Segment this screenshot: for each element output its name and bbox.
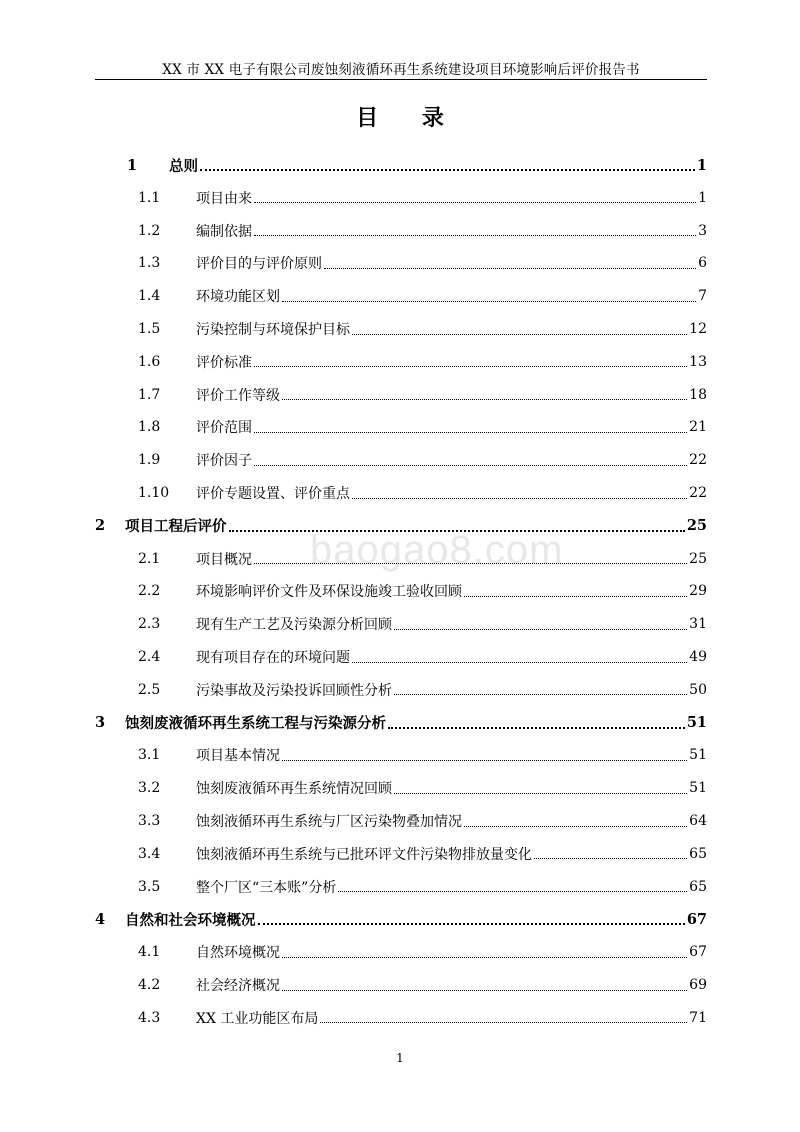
- toc-entry-number: 1.9: [138, 452, 161, 469]
- toc-entry-number: 1.3: [138, 255, 161, 272]
- toc-entry-title: 现有生产工艺及污染源分析回顾: [196, 617, 392, 634]
- toc-entry[interactable]: [138, 842, 707, 866]
- toc-entry-title: 评价范围: [196, 420, 252, 437]
- toc-entry[interactable]: [138, 743, 707, 767]
- dot-leader: [352, 648, 687, 663]
- toc-entry-number: 1.6: [138, 353, 161, 370]
- toc-entry-number: 1.10: [138, 485, 170, 501]
- toc-entry[interactable]: [138, 284, 707, 308]
- toc-entry-title: 蚀刻废液循环再生系统工程与污染源分析: [125, 715, 386, 733]
- toc-entry-title: 评价标准: [196, 354, 252, 371]
- toc-entry-number: 3.1: [138, 747, 161, 764]
- toc-entry-title: 污染事故及污染投诉回顾性分析: [196, 682, 392, 699]
- dot-leader: [254, 221, 696, 236]
- toc-entry-number: 4.3: [138, 1009, 161, 1026]
- toc-entry-title: 评价专题设置、评价重点: [196, 486, 350, 502]
- toc-entry-number: 1.8: [138, 419, 161, 436]
- toc-entry-number: 2: [95, 517, 106, 535]
- dot-leader: [282, 385, 687, 400]
- page-number: 1: [396, 1051, 404, 1065]
- toc-entry-page: 69: [689, 977, 707, 993]
- toc-entry-number: 1.1: [138, 189, 161, 206]
- toc-entry-title: 环境影响评价文件及环保设施竣工验收回顾: [196, 584, 462, 601]
- toc-entry-page: 65: [689, 845, 707, 862]
- toc-entry-number: 2.3: [138, 616, 161, 633]
- toc-entry[interactable]: [138, 875, 707, 899]
- toc-entry-page: 22: [689, 485, 707, 501]
- toc-entry[interactable]: [138, 547, 707, 571]
- toc-entry[interactable]: [138, 645, 707, 669]
- dot-leader: [338, 877, 687, 892]
- toc-entry[interactable]: [95, 514, 707, 538]
- toc-entry-title: 污染控制与环境保护目标: [196, 322, 350, 338]
- dot-leader: [464, 582, 687, 597]
- toc-entry-number: 4.1: [138, 944, 161, 961]
- dot-leader: [320, 1008, 687, 1023]
- toc-entry-number: 1.4: [138, 288, 161, 305]
- dot-leader: [324, 254, 696, 269]
- toc-entry-number: 2.4: [138, 649, 161, 665]
- toc-entry[interactable]: [138, 940, 707, 964]
- toc-entry[interactable]: [95, 711, 707, 735]
- toc-entry-number: 4.2: [138, 977, 161, 993]
- toc-entry-number: 1: [127, 156, 138, 174]
- toc-entry[interactable]: [138, 809, 707, 833]
- toc-title: 目 录: [356, 105, 462, 131]
- watermark: baogao8.com: [310, 528, 564, 572]
- toc-entry[interactable]: [138, 973, 707, 997]
- toc-entry[interactable]: [95, 907, 707, 931]
- toc-entry-page: 6: [698, 255, 707, 272]
- dot-leader: [282, 943, 687, 958]
- toc-entry-page: 1: [698, 189, 707, 206]
- toc-entry-number: 1.2: [138, 222, 161, 239]
- toc-entry-number: 3.4: [138, 845, 161, 862]
- toc-entry-page: 21: [689, 419, 707, 436]
- dot-leader: [229, 516, 685, 532]
- toc-entry[interactable]: [138, 448, 707, 472]
- dot-leader: [352, 320, 687, 335]
- toc-entry[interactable]: [127, 153, 707, 177]
- toc-entry-page: 67: [686, 910, 707, 928]
- dot-leader: [254, 188, 696, 203]
- toc-entry-title: 项目由来: [196, 190, 252, 207]
- toc-entry-page: 3: [698, 222, 707, 239]
- toc-entry-number: 2.2: [138, 583, 161, 600]
- toc-entry-number: 1.5: [138, 321, 161, 337]
- toc-entry-page: 18: [689, 386, 707, 403]
- toc-entry[interactable]: [138, 776, 707, 800]
- dot-leader: [388, 713, 685, 729]
- toc-entry[interactable]: [138, 186, 707, 210]
- dot-leader: [282, 976, 687, 991]
- toc-entry-title: 评价工作等级: [196, 387, 280, 404]
- toc-entry-title: 蚀刻液循环再生系统与已批环评文件污染物排放量变化: [196, 846, 532, 863]
- toc-entry-page: 13: [689, 353, 707, 370]
- toc-entry-number: 3.2: [138, 780, 161, 797]
- running-header: XX 市 XX 电子有限公司废蚀刻液循环再生系统建设项目环境影响后评价报告书: [162, 62, 640, 78]
- toc-entry-title: 自然和社会环境概况: [125, 911, 256, 929]
- toc-entry-page: 50: [689, 681, 707, 698]
- dot-leader: [352, 484, 687, 499]
- toc-entry-page: 71: [689, 1009, 707, 1026]
- toc-entry-number: 2.1: [138, 550, 161, 567]
- toc-entry[interactable]: [138, 317, 707, 341]
- dot-leader: [534, 844, 687, 859]
- toc-entry-number: 1.7: [138, 386, 161, 403]
- toc-entry[interactable]: [138, 579, 707, 603]
- header-rule: [95, 79, 707, 80]
- toc-entry-title: 评价目的与评价原则: [196, 256, 322, 273]
- toc-entry-page: 7: [698, 288, 707, 305]
- toc-entry[interactable]: [138, 678, 707, 702]
- dot-leader: [254, 549, 687, 564]
- toc-entry-page: 12: [689, 321, 707, 337]
- dot-leader: [394, 680, 687, 695]
- toc-entry-title: 编制依据: [196, 223, 252, 240]
- toc-entry-page: 49: [689, 649, 707, 665]
- toc-entry-page: 25: [689, 550, 707, 567]
- toc-entry-title: 自然环境概况: [196, 945, 280, 962]
- dot-leader: [464, 812, 687, 827]
- toc-entry[interactable]: [138, 219, 707, 243]
- toc-entry-page: 29: [689, 583, 707, 600]
- toc-entry-page: 1: [696, 156, 707, 174]
- toc-entry-page: 51: [686, 714, 707, 732]
- dot-leader: [282, 287, 696, 302]
- dot-leader: [282, 746, 687, 761]
- toc-entry-page: 67: [689, 944, 707, 961]
- toc-entry-title: 环境功能区划: [196, 289, 280, 306]
- dot-leader: [254, 451, 687, 466]
- toc-entry-title: 现有项目存在的环境问题: [196, 650, 350, 666]
- toc-entry-title: 项目基本情况: [196, 748, 280, 765]
- toc-entry-page: 51: [689, 780, 707, 797]
- dot-leader: [200, 155, 695, 171]
- dot-leader: [258, 909, 685, 925]
- toc-entry[interactable]: [138, 415, 707, 439]
- toc-entry-number: 3.3: [138, 813, 161, 829]
- toc-entry-title: 项目工程后评价: [125, 518, 227, 536]
- toc-entry-number: 3: [95, 714, 106, 732]
- dot-leader: [254, 418, 687, 433]
- toc-entry-page: 22: [689, 452, 707, 469]
- toc-entry[interactable]: [138, 1006, 707, 1030]
- toc-entry-title: 总则: [169, 157, 198, 175]
- toc-entry-title: 整个厂区“三本账”分析: [196, 879, 337, 896]
- toc-entry-title: 蚀刻液循环再生系统与厂区污染物叠加情况: [196, 814, 462, 830]
- toc-entry[interactable]: [138, 383, 707, 407]
- toc-entry[interactable]: [138, 350, 707, 374]
- toc-entry-page: 31: [689, 616, 707, 633]
- toc-entry[interactable]: [138, 251, 707, 275]
- toc-entry-number: 2.5: [138, 681, 161, 698]
- toc-entry-title: 项目概况: [196, 551, 252, 568]
- dot-leader: [254, 352, 687, 367]
- toc-entry-page: 65: [689, 878, 707, 895]
- toc-entry-title: 评价因子: [196, 453, 252, 470]
- toc-entry-page: 25: [686, 517, 707, 535]
- toc-entry-title: 蚀刻废液循环再生系统情况回顾: [196, 781, 392, 798]
- toc-entry[interactable]: [138, 481, 707, 505]
- toc-entry-title: 社会经济概况: [196, 978, 280, 994]
- toc-entry[interactable]: [138, 612, 707, 636]
- toc-entry-number: 4: [95, 910, 106, 928]
- toc-entry-number: 3.5: [138, 878, 161, 895]
- toc-entry-title: XX 工业功能区布局: [196, 1010, 319, 1027]
- toc-entry-page: 64: [689, 813, 707, 829]
- dot-leader: [394, 779, 687, 794]
- dot-leader: [394, 615, 687, 630]
- toc-entry-page: 51: [689, 747, 707, 764]
